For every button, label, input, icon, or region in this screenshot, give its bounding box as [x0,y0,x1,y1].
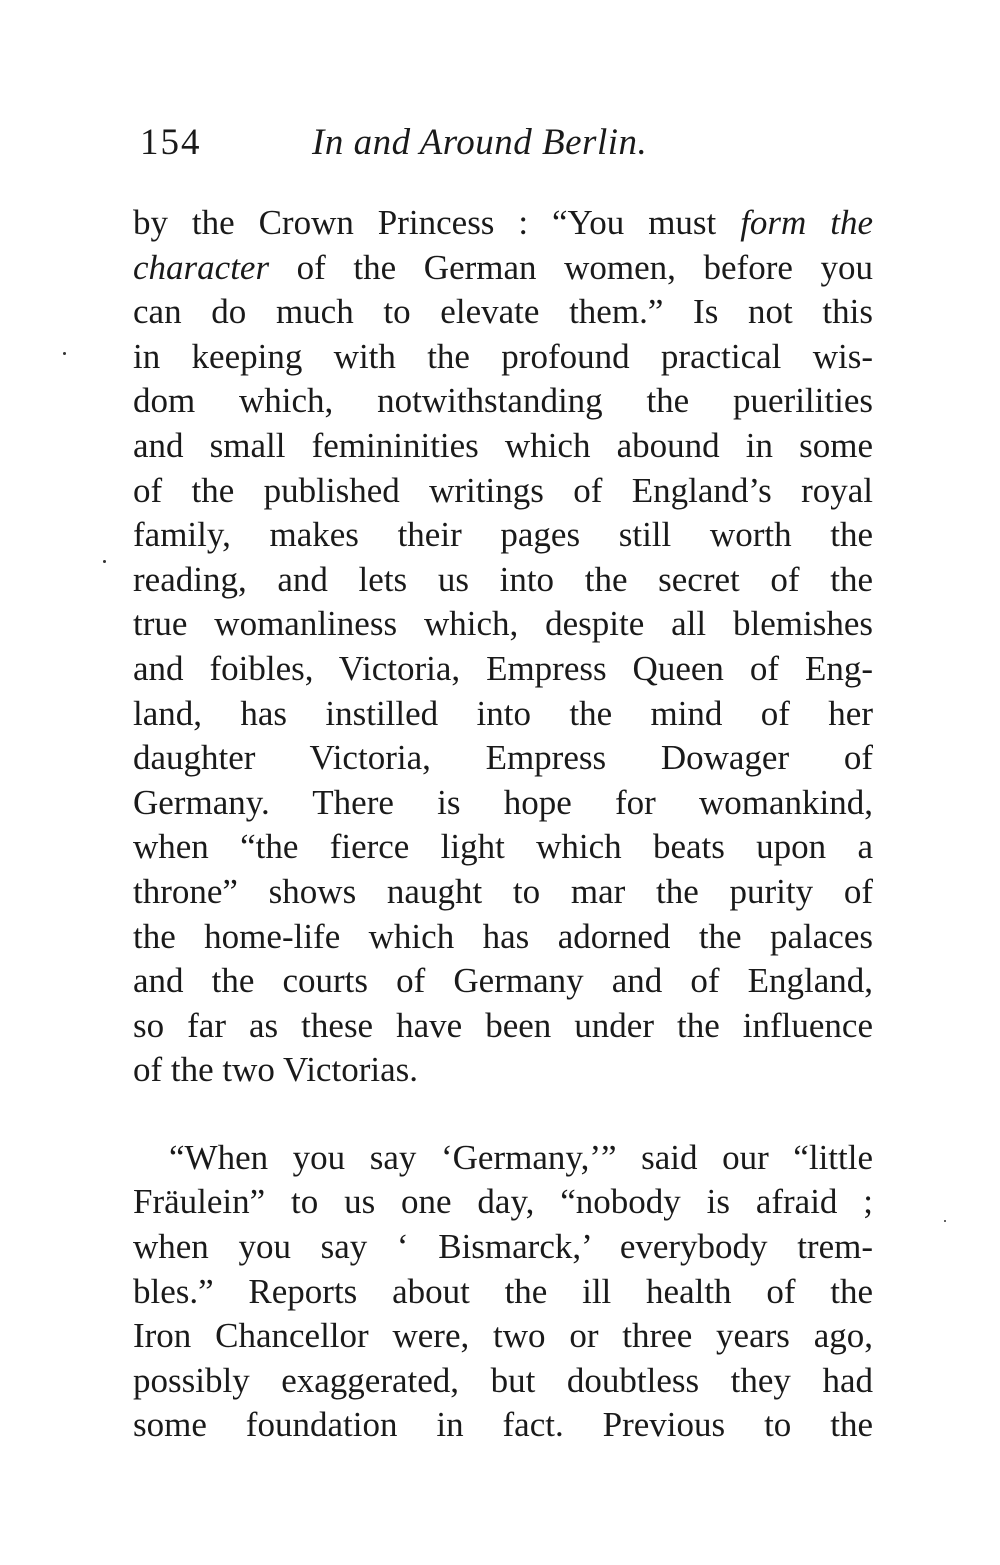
text-line: Iron Chancellor were, two or three years ago, [133,1316,873,1356]
text-line: daughter Victoria, Empress Dowager of [133,738,873,778]
text-line: land, has instilled into the mind of her [133,693,873,733]
running-title: In and Around Berlin. [312,122,648,163]
paragraph-gap [133,1093,873,1136]
running-head [140,118,880,168]
text-line: and the courts of Germany and of England, [133,961,873,1001]
text-line: can do much to elevate them.” Is not this [133,292,873,332]
paragraph-2 [133,1136,873,1448]
text-line: when you say ‘ Bismarck,’ everybody trem- [133,1227,873,1267]
text-line: Germany. There is hope for womankind, [133,782,873,822]
page-number: 154 [140,122,202,163]
text-line: in keeping with the profound practical wis- [133,336,873,376]
paragraph-1 [133,201,873,1093]
print-speck [944,1220,946,1222]
text-line: family, makes their pages still worth the [133,515,873,555]
text-line: when “the fierce light which beats upon a [133,827,873,867]
text-line: of the two Victorias. [133,1050,418,1090]
text-line: Fräulein” to us one day, “nobody is afraid ; [133,1182,873,1222]
text-line: of the published writings of England’s royal [133,470,873,510]
text-line: possibly exaggerated, but doubtless they had [133,1360,873,1400]
text-line: and foibles, Victoria, Empress Queen of Eng- [133,648,873,688]
text-line: some foundation in fact. Previous to the [133,1405,873,1445]
text-line: reading, and lets us into the secret of the [133,559,873,599]
print-speck [63,352,66,355]
text-line: by the Crown Princess : “You must form the [133,203,873,242]
text-line: and small femininities which abound in some [133,425,873,465]
text-line: “When you say ‘Germany,’” said our “little [169,1137,873,1177]
text-line: bles.” Reports about the ill health of the [133,1271,873,1311]
body-text [133,201,873,1448]
text-line: dom which, notwithstanding the puerilities [133,381,873,421]
text-line: true womanliness which, despite all blemishes [133,604,873,644]
text-line: the home-life which has adorned the palaces [133,916,873,956]
text-line: so far as these have been under the influence [133,1005,873,1045]
print-speck [103,560,106,563]
text-line: throne” shows naught to mar the purity of [133,871,873,911]
text-line: character of the German women, before you [133,247,873,287]
